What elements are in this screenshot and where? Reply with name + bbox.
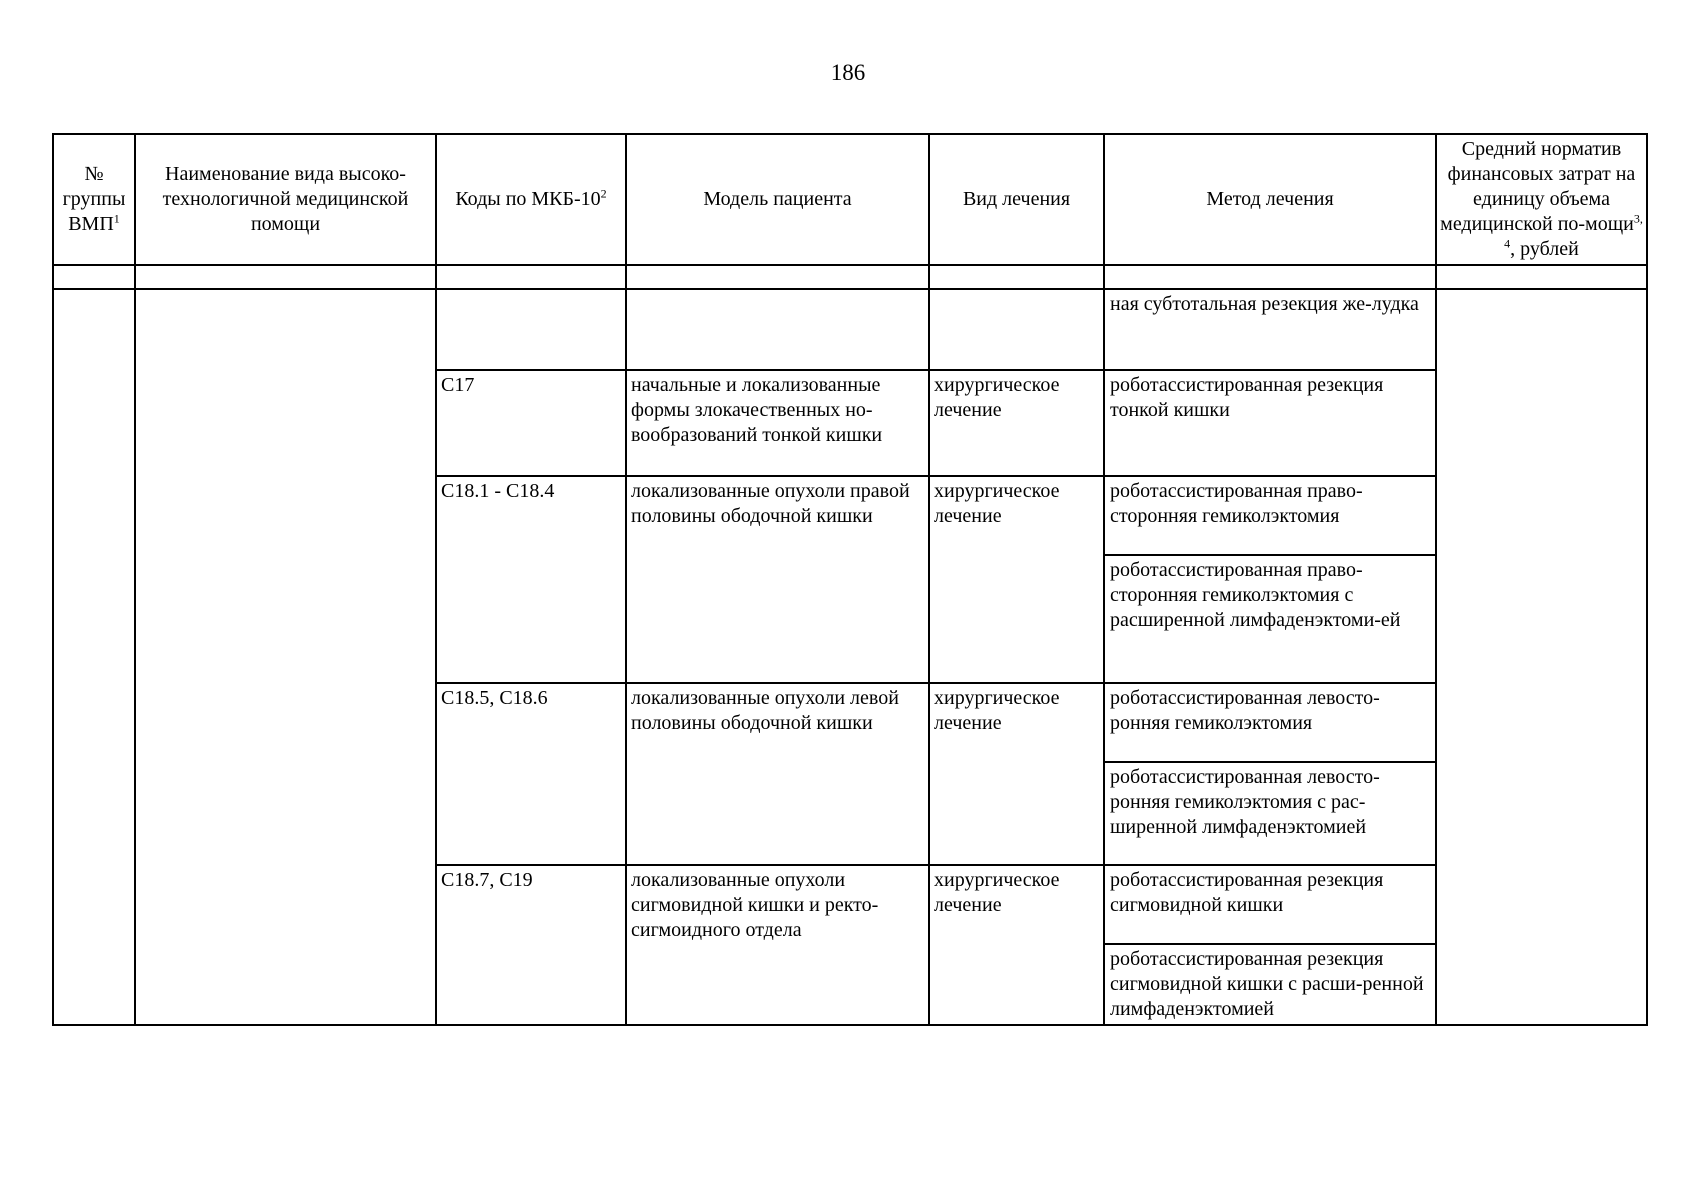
cell-treatment: хирургическое лечение — [929, 683, 1104, 865]
cell-method: роботассистированная право-сторонняя гемиколэктомия с расширенной лимфаденэктоми-ей — [1104, 555, 1436, 683]
cell-treatment: хирургическое лечение — [929, 370, 1104, 476]
cell-model: начальные и локализованные формы злокачественных но-вообразований тонкой кишки — [626, 370, 929, 476]
table-spacer-row — [53, 265, 1647, 289]
cell-treatment — [929, 289, 1104, 370]
cell-treatment: хирургическое лечение — [929, 476, 1104, 683]
cell-code: C18.7, C19 — [436, 865, 626, 1025]
cell-model: локализованные опухоли левой половины ободочной кишки — [626, 683, 929, 865]
header-group-number: № группы ВМП$^1$ — [53, 134, 135, 265]
cell-treatment: хирургическое лечение — [929, 865, 1104, 1025]
cell-method: роботассистированная право-сторонняя гемиколэктомия — [1104, 476, 1436, 555]
table-row — [53, 289, 1647, 370]
header-treatment-method: Метод лечения — [1104, 134, 1436, 265]
cell-method: ная субтотальная резекция же-лудка — [1104, 289, 1436, 370]
cell-model: локализованные опухоли правой половины ободочной кишки — [626, 476, 929, 683]
cell-method: роботассистированная резекция сигмовидной кишки с расши-ренной лимфаденэктомией — [1104, 944, 1436, 1025]
page-number: 186 — [830, 60, 866, 85]
cell-code — [436, 289, 626, 370]
cell-method: роботассистированная резекция сигмовидной кишки — [1104, 865, 1436, 944]
cell-cost — [1436, 289, 1647, 1025]
cell-method: роботассистированная левосто-ронняя гемиколэктомия с рас-ширенной лимфаденэктомией — [1104, 762, 1436, 865]
cell-model — [626, 289, 929, 370]
cell-code: C18.5, C18.6 — [436, 683, 626, 865]
vmp-table — [52, 133, 1648, 1026]
header-cost-norm: Средний норматив финансовых затрат на единицу объема медицинской по-мощи$^{3, 4}$, рублей — [1436, 134, 1647, 265]
cell-model: локализованные опухоли сигмовидной кишки и ректо-сигмоидного отдела — [626, 865, 929, 1025]
table-header-row — [53, 134, 1647, 265]
header-icd-codes: Коды по МКБ-$10^2$ — [436, 134, 626, 265]
cell-method: роботассистированная левосто-ронняя гемиколэктомия — [1104, 683, 1436, 762]
cell-method: роботассистированная резекция тонкой кишки — [1104, 370, 1436, 476]
cell-code: C18.1 - C18.4 — [436, 476, 626, 683]
cell-care-name — [135, 289, 436, 1025]
header-care-name: Наименование вида высоко-технологичной медицинской помощи — [135, 134, 436, 265]
cell-group-number — [53, 289, 135, 1025]
header-treatment-type: Вид лечения — [929, 134, 1104, 265]
header-patient-model: Модель пациента — [626, 134, 929, 265]
cell-code: C17 — [436, 370, 626, 476]
